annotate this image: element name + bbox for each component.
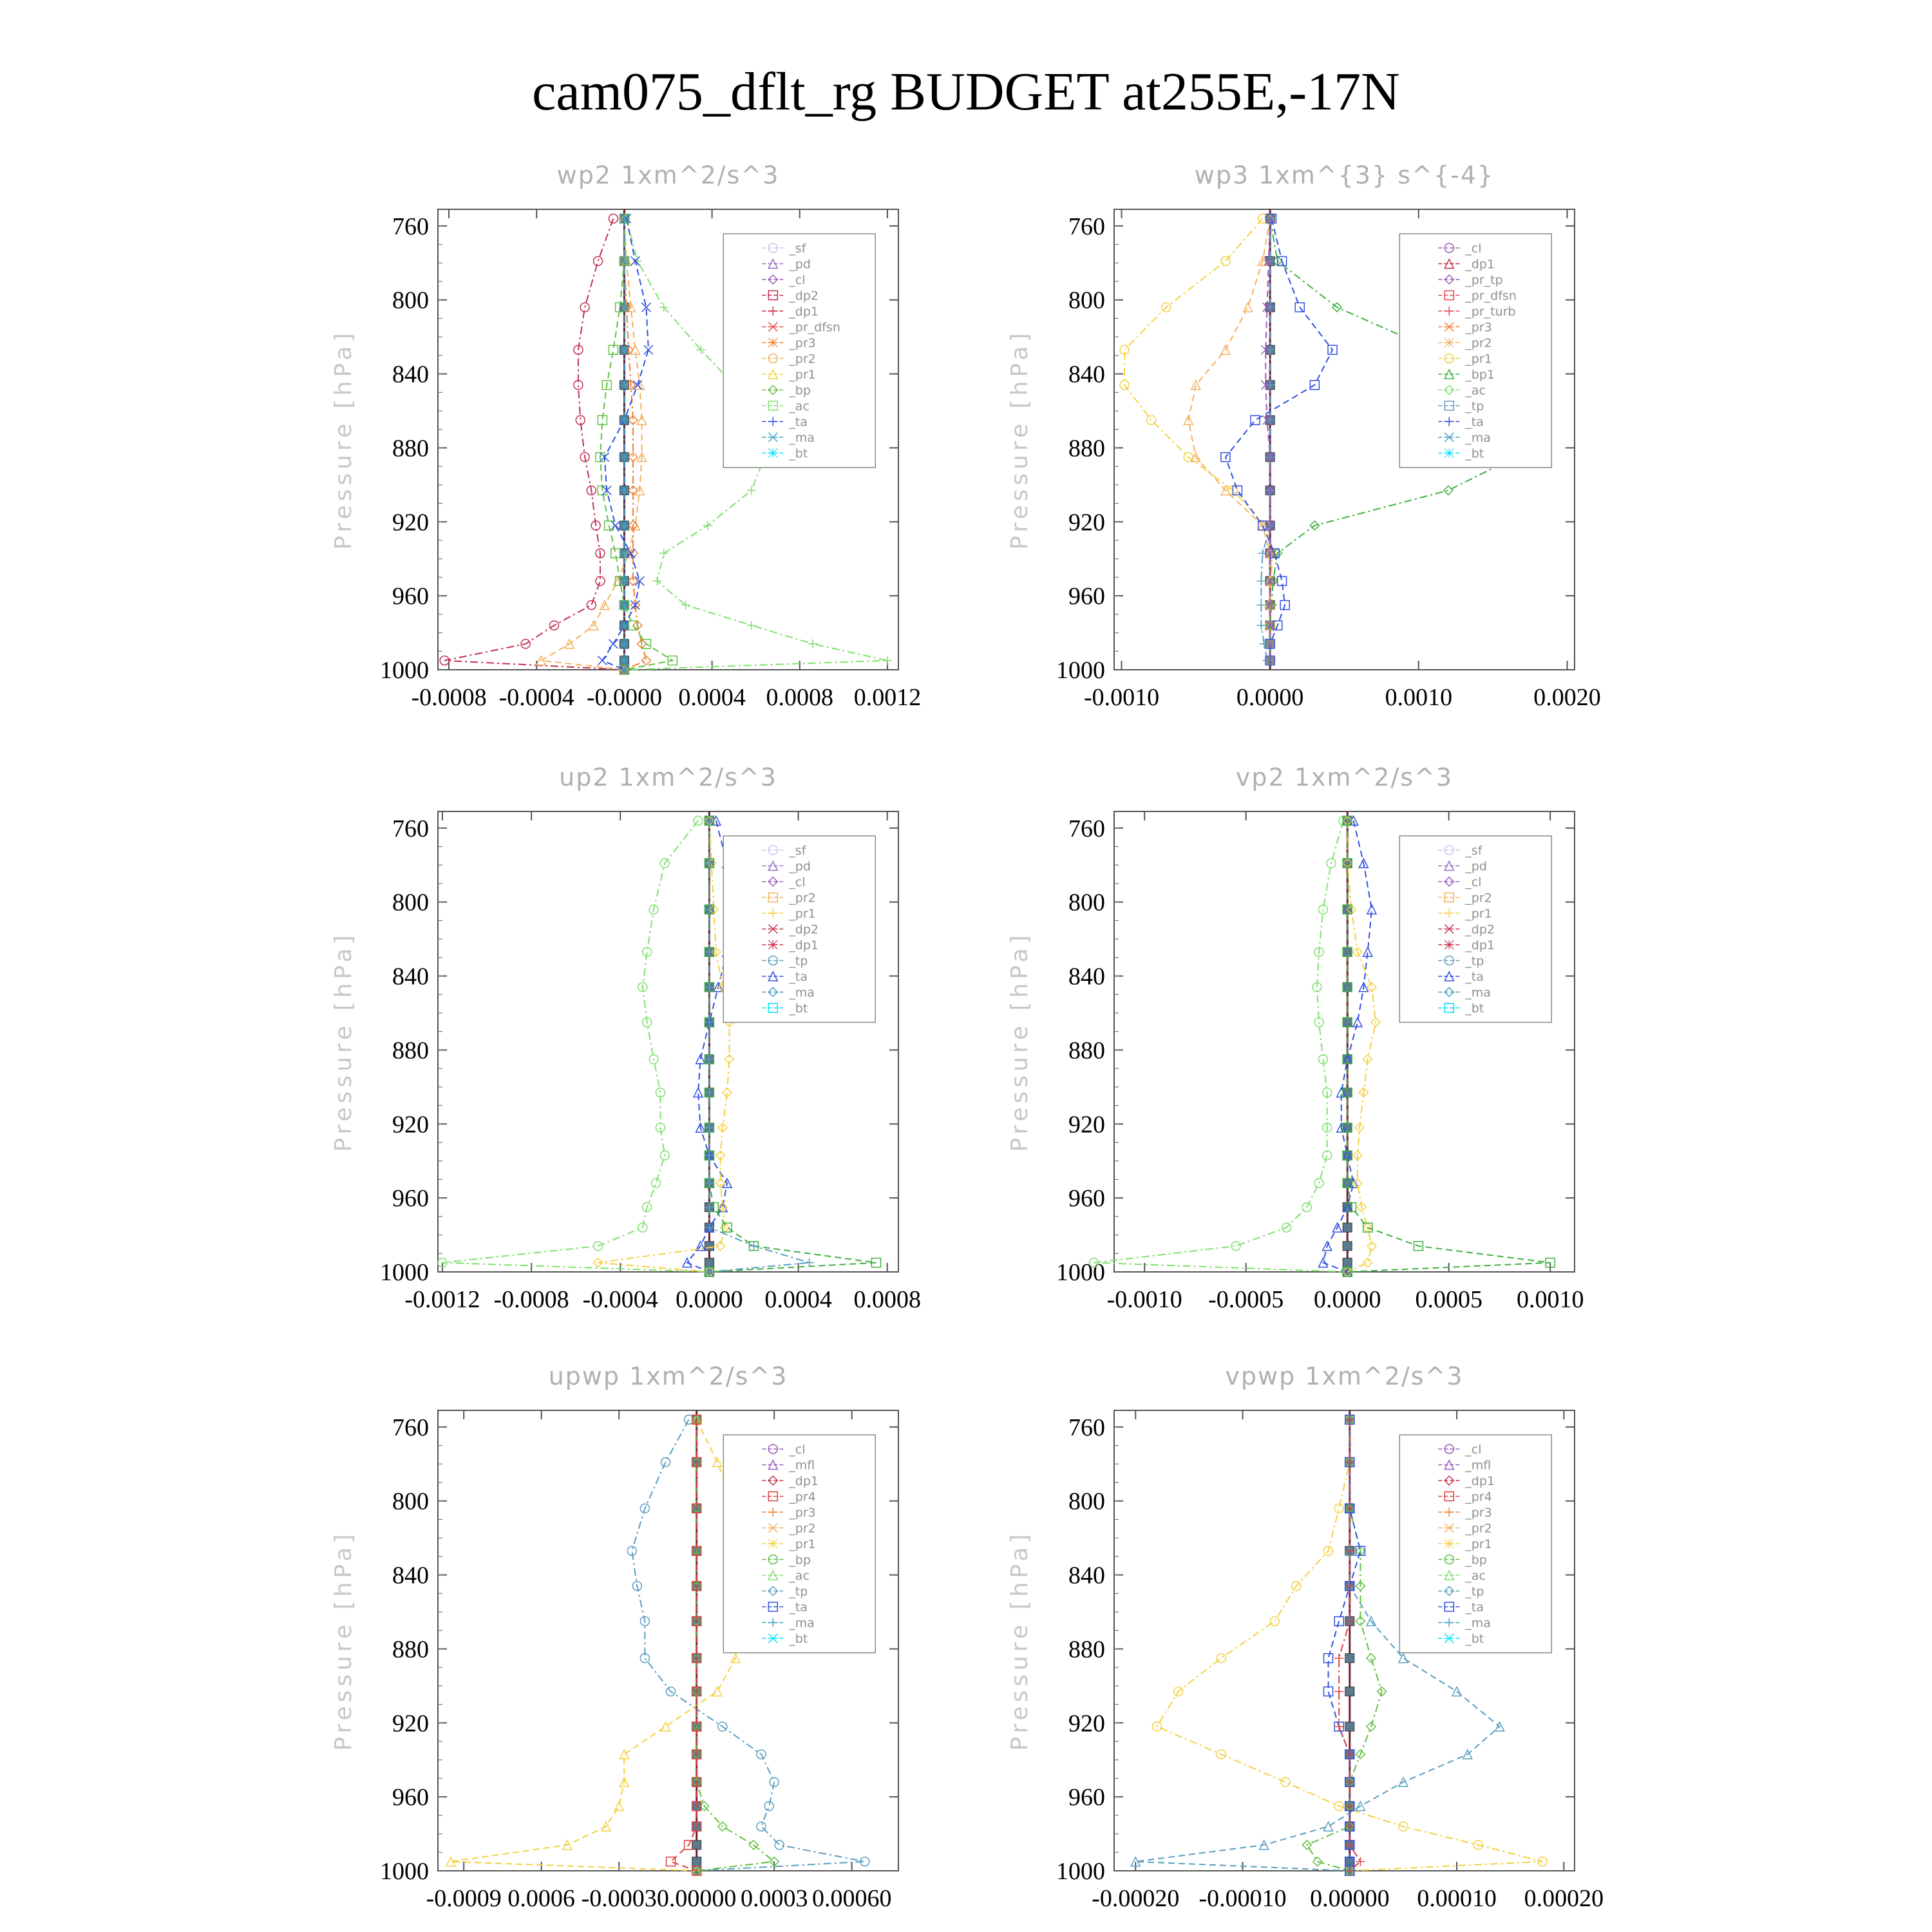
legend-label: _pd bbox=[789, 257, 811, 272]
data-point bbox=[703, 521, 712, 530]
legend-label: _ta bbox=[1465, 1600, 1484, 1615]
y-tick-label: 800 bbox=[1068, 1488, 1105, 1515]
y-tick-label: 1000 bbox=[1056, 1858, 1105, 1885]
x-tick-label: -0.00010 bbox=[1198, 1885, 1287, 1912]
legend-label: _dp1 bbox=[789, 938, 819, 952]
y-tick-label: 920 bbox=[392, 1111, 429, 1139]
data-point bbox=[1334, 1722, 1343, 1731]
legend-label: _ta bbox=[789, 970, 808, 984]
x-tick-label: 0.0006 bbox=[507, 1885, 575, 1912]
data-point bbox=[764, 1801, 773, 1810]
legend-label: _pr3 bbox=[1465, 320, 1492, 335]
series-cl bbox=[1261, 214, 1274, 665]
legend-marker bbox=[1444, 449, 1454, 458]
data-point bbox=[808, 639, 817, 649]
data-point bbox=[644, 345, 653, 354]
data-point bbox=[1256, 600, 1265, 609]
legend-label: _ac bbox=[789, 1569, 810, 1583]
y-axis-label: Pressure [hPa] bbox=[330, 931, 357, 1152]
data-point bbox=[696, 1055, 705, 1064]
data-point bbox=[620, 214, 629, 223]
x-tick-label: -0.0003 bbox=[581, 1885, 657, 1912]
series-line bbox=[1094, 820, 1348, 1272]
legend-label: _ac bbox=[1465, 383, 1486, 398]
y-tick-label: 800 bbox=[1068, 287, 1105, 314]
data-point bbox=[620, 486, 629, 495]
x-tick-label: 0.0003 bbox=[740, 1885, 808, 1912]
legend-label: _bp1 bbox=[1465, 368, 1495, 382]
data-point bbox=[620, 303, 629, 312]
panel-title: wp2 1xm^2/s^3 bbox=[556, 161, 780, 189]
x-tick-label: -0.0004 bbox=[582, 1286, 658, 1313]
x-tick-label: -0.0004 bbox=[498, 684, 574, 711]
x-tick-label: -0.0012 bbox=[404, 1286, 480, 1313]
legend-label: _pr1 bbox=[1465, 352, 1492, 366]
y-tick-label: 1000 bbox=[1056, 657, 1105, 684]
legend-label: _bp bbox=[1465, 1553, 1487, 1567]
data-point bbox=[611, 521, 620, 530]
data-point bbox=[614, 1801, 623, 1810]
data-point bbox=[620, 256, 629, 265]
series-ac bbox=[438, 816, 714, 1276]
data-point bbox=[1147, 415, 1156, 424]
legend-label: _ta bbox=[1465, 970, 1484, 984]
y-tick-label: 760 bbox=[392, 213, 429, 240]
series-line bbox=[444, 218, 624, 670]
legend-label: _dp1 bbox=[789, 1474, 819, 1488]
chart-panel bbox=[1007, 161, 1601, 711]
legend-label: _pr3 bbox=[789, 1506, 816, 1520]
chart-panel bbox=[330, 1362, 898, 1912]
data-point bbox=[620, 621, 629, 630]
y-tick-label: 840 bbox=[1068, 963, 1105, 990]
legend-label: _pr1 bbox=[789, 1537, 816, 1551]
legend-label: _pd bbox=[1465, 859, 1487, 874]
bt-marker bbox=[1343, 1242, 1352, 1251]
legend-label: _pr_turb bbox=[1465, 305, 1516, 319]
legend-marker bbox=[768, 940, 777, 949]
data-point bbox=[620, 345, 629, 354]
legend-label: _bt bbox=[1465, 446, 1484, 461]
x-tick-label: 0.00020 bbox=[1524, 1885, 1604, 1912]
legend bbox=[1399, 234, 1551, 468]
y-tick-label: 880 bbox=[392, 1037, 429, 1065]
legend-label: _tp bbox=[1465, 954, 1484, 969]
x-tick-label: 0.0000 bbox=[676, 1286, 743, 1313]
legend-label: _pr2 bbox=[1465, 1521, 1492, 1536]
legend-label: _mfl bbox=[1465, 1458, 1492, 1473]
data-point bbox=[1444, 486, 1453, 495]
legend-label: _pr2 bbox=[789, 891, 816, 905]
legend-label: _pr2 bbox=[1465, 891, 1492, 905]
legend-label: _pr2 bbox=[1465, 336, 1492, 350]
series-pr2 bbox=[1184, 214, 1274, 665]
legend-label: _bt bbox=[789, 446, 808, 461]
panels-container bbox=[330, 161, 1604, 1912]
data-point bbox=[1281, 1777, 1290, 1786]
data-point bbox=[747, 621, 756, 630]
legend-label: _cl bbox=[789, 273, 806, 287]
series-ma bbox=[620, 214, 629, 674]
legend-label: _tp bbox=[1465, 399, 1484, 413]
x-tick-label: 0.0010 bbox=[1385, 684, 1453, 711]
x-tick-label: -0.0010 bbox=[1083, 684, 1160, 711]
legend-label: _cl bbox=[1465, 1443, 1482, 1457]
x-tick-label: 0.00060 bbox=[811, 1885, 892, 1912]
legend bbox=[723, 234, 875, 468]
x-tick-label: -0.0008 bbox=[411, 684, 487, 711]
bt-marker bbox=[1343, 1258, 1352, 1267]
y-tick-label: 840 bbox=[392, 1562, 429, 1589]
x-tick-label: 0.0000 bbox=[1313, 1286, 1381, 1313]
legend-label: _pr_tp bbox=[1465, 273, 1503, 287]
data-point bbox=[620, 576, 629, 585]
legend-label: _pr2 bbox=[789, 352, 816, 366]
data-point bbox=[1367, 1242, 1376, 1251]
legend-marker bbox=[1444, 1539, 1454, 1548]
y-tick-label: 920 bbox=[1068, 1710, 1105, 1738]
data-point bbox=[1244, 303, 1253, 312]
y-tick-label: 760 bbox=[392, 1414, 429, 1441]
y-tick-label: 800 bbox=[392, 287, 429, 314]
data-point bbox=[633, 256, 642, 265]
legend-label: _cl bbox=[1465, 242, 1482, 256]
x-tick-label: 0.0004 bbox=[764, 1286, 832, 1313]
y-tick-label: 1000 bbox=[380, 1858, 429, 1885]
legend bbox=[723, 1435, 875, 1653]
chart-panel bbox=[1007, 763, 1584, 1313]
legend-label: _mfl bbox=[789, 1458, 815, 1473]
series-line bbox=[442, 820, 709, 1272]
x-tick-label: -0.0009 bbox=[426, 1885, 502, 1912]
legend-label: _sf bbox=[1465, 844, 1482, 858]
data-point bbox=[620, 665, 629, 674]
legend-label: _pr3 bbox=[1465, 1506, 1492, 1520]
y-tick-label: 960 bbox=[392, 583, 429, 611]
data-point bbox=[1334, 1504, 1343, 1513]
series-line bbox=[1226, 218, 1332, 660]
data-point bbox=[1367, 1654, 1376, 1663]
y-tick-label: 960 bbox=[1068, 1185, 1105, 1213]
x-tick-label: 0.0012 bbox=[853, 684, 922, 711]
bt-marker bbox=[692, 1857, 701, 1866]
y-tick-label: 800 bbox=[392, 889, 429, 916]
legend-label: _dp2 bbox=[789, 289, 819, 303]
legend-label: _pr_dfsn bbox=[789, 320, 840, 335]
legend-label: _dp1 bbox=[1465, 938, 1495, 952]
x-tick-label: 0.00000 bbox=[656, 1885, 737, 1912]
legend bbox=[723, 836, 875, 1023]
x-tick-label: -0.0000 bbox=[586, 684, 662, 711]
figure-title: cam075_dflt_rg BUDGET at255E,-17N bbox=[532, 62, 1400, 122]
y-tick-label: 920 bbox=[1068, 509, 1105, 536]
legend-label: _dp2 bbox=[789, 922, 819, 937]
y-axis-label: Pressure [hPa] bbox=[1007, 931, 1033, 1152]
data-point bbox=[1324, 1822, 1333, 1831]
data-point bbox=[1363, 1258, 1372, 1267]
legend-label: _pr4 bbox=[789, 1490, 816, 1504]
chart-panel bbox=[330, 763, 921, 1313]
legend-label: _tp bbox=[789, 1584, 808, 1599]
bt-marker bbox=[1345, 1654, 1354, 1663]
legend-label: _cl bbox=[789, 1443, 806, 1457]
y-tick-label: 960 bbox=[1068, 1784, 1105, 1812]
bt-marker bbox=[705, 1242, 714, 1251]
legend-label: _pr_dfsn bbox=[1465, 289, 1517, 303]
data-point bbox=[620, 521, 629, 530]
x-tick-label: 0.0008 bbox=[853, 1286, 921, 1313]
data-point bbox=[641, 656, 650, 665]
x-tick-label: 0.0020 bbox=[1533, 684, 1601, 711]
legend-label: _bp bbox=[789, 1553, 811, 1567]
x-tick-label: -0.00020 bbox=[1092, 1885, 1180, 1912]
legend-label: _dp2 bbox=[1465, 922, 1495, 937]
legend-label: _bt bbox=[789, 1632, 808, 1646]
data-point bbox=[652, 576, 661, 585]
series-ac bbox=[1090, 816, 1352, 1276]
panel-title: up2 1xm^2/s^3 bbox=[559, 763, 777, 791]
y-tick-label: 760 bbox=[392, 815, 429, 842]
data-point bbox=[620, 453, 629, 462]
y-tick-label: 920 bbox=[392, 509, 429, 536]
data-point bbox=[620, 1750, 629, 1759]
y-axis-label: Pressure [hPa] bbox=[1007, 329, 1033, 550]
legend-label: _bp bbox=[789, 383, 811, 398]
legend-label: _pr2 bbox=[789, 1521, 816, 1536]
y-tick-label: 960 bbox=[392, 1185, 429, 1213]
legend-label: _dp1 bbox=[1465, 1474, 1495, 1488]
legend-label: _pr1 bbox=[789, 368, 816, 382]
data-point bbox=[620, 600, 629, 609]
y-axis-label: Pressure [hPa] bbox=[330, 329, 357, 550]
y-tick-label: 960 bbox=[1068, 583, 1105, 611]
legend-label: _ac bbox=[789, 399, 810, 413]
legend-marker bbox=[768, 449, 777, 458]
legend-label: _pr3 bbox=[789, 336, 816, 350]
legend-label: _ma bbox=[1465, 431, 1491, 445]
legend-label: _ma bbox=[789, 1616, 815, 1631]
legend-label: _bt bbox=[789, 1001, 808, 1016]
y-tick-label: 880 bbox=[1068, 435, 1105, 462]
legend-label: _dp1 bbox=[1465, 257, 1495, 272]
legend-label: _ta bbox=[789, 415, 808, 430]
y-tick-label: 1000 bbox=[380, 1259, 429, 1286]
y-tick-label: 960 bbox=[392, 1784, 429, 1812]
bt-marker bbox=[1345, 1687, 1354, 1696]
legend-label: _bt bbox=[1465, 1632, 1484, 1646]
y-tick-label: 880 bbox=[1068, 1636, 1105, 1663]
legend-label: _pr1 bbox=[789, 907, 816, 921]
data-point bbox=[757, 1822, 766, 1831]
data-point bbox=[749, 1242, 758, 1251]
data-point bbox=[609, 639, 618, 649]
y-tick-label: 760 bbox=[1068, 1414, 1105, 1441]
data-point bbox=[620, 381, 629, 390]
x-tick-label: 0.0004 bbox=[678, 684, 746, 711]
legend-label: _bt bbox=[1465, 1001, 1484, 1016]
data-point bbox=[587, 600, 596, 609]
y-tick-label: 880 bbox=[392, 435, 429, 462]
data-point bbox=[1334, 1654, 1343, 1663]
legend-label: _ma bbox=[1465, 985, 1491, 1000]
chart-panel bbox=[330, 161, 921, 711]
series-tp bbox=[1256, 214, 1274, 665]
x-tick-label: 0.00000 bbox=[1310, 1885, 1390, 1912]
legend-marker bbox=[768, 1539, 777, 1548]
series-bp bbox=[596, 214, 677, 674]
x-tick-label: 0.00010 bbox=[1417, 1885, 1497, 1912]
y-tick-label: 880 bbox=[1068, 1037, 1105, 1065]
data-point bbox=[1324, 1687, 1333, 1696]
legend-label: _pd bbox=[789, 859, 811, 874]
data-point bbox=[713, 1687, 722, 1696]
data-point bbox=[1217, 1654, 1226, 1663]
legend bbox=[1399, 836, 1551, 1023]
data-point bbox=[620, 639, 629, 649]
legend-marker bbox=[1444, 338, 1454, 347]
y-tick-label: 1000 bbox=[380, 657, 429, 684]
y-axis-label: Pressure [hPa] bbox=[1007, 1530, 1033, 1751]
legend-marker bbox=[768, 338, 777, 347]
legend-label: _ma bbox=[1465, 1616, 1491, 1631]
y-tick-label: 760 bbox=[1068, 213, 1105, 240]
y-tick-label: 840 bbox=[392, 963, 429, 990]
y-tick-label: 800 bbox=[1068, 889, 1105, 916]
legend-marker bbox=[1444, 940, 1454, 949]
chart-panel bbox=[1007, 1362, 1604, 1912]
legend-label: _dp1 bbox=[789, 305, 819, 319]
y-tick-label: 840 bbox=[1068, 1562, 1105, 1589]
x-tick-label: 0.0008 bbox=[766, 684, 834, 711]
data-point bbox=[661, 1722, 670, 1731]
data-point bbox=[1334, 1687, 1343, 1696]
series-line bbox=[1124, 218, 1271, 660]
data-point bbox=[1256, 576, 1265, 585]
panel-title: upwp 1xm^2/s^3 bbox=[548, 1362, 788, 1390]
panel-title: vp2 1xm^2/s^3 bbox=[1235, 763, 1454, 791]
legend-label: _ta bbox=[789, 1600, 808, 1615]
legend-label: _sf bbox=[789, 242, 806, 256]
y-tick-label: 1000 bbox=[1056, 1259, 1105, 1286]
panel-title: wp3 1xm^{3} s^{-4} bbox=[1194, 161, 1495, 189]
series-pr1 bbox=[1120, 214, 1276, 665]
x-tick-label: -0.0005 bbox=[1208, 1286, 1284, 1313]
legend-label: _ma bbox=[789, 431, 815, 445]
data-point bbox=[659, 549, 668, 558]
legend-label: _pr4 bbox=[1465, 1490, 1492, 1504]
legend-label: _sf bbox=[789, 844, 806, 858]
series-line bbox=[1188, 218, 1270, 660]
bt-marker bbox=[1343, 1223, 1352, 1232]
panel-title: vpwp 1xm^2/s^3 bbox=[1225, 1362, 1464, 1390]
legend-label: _tp bbox=[789, 954, 808, 969]
y-tick-label: 920 bbox=[1068, 1111, 1105, 1139]
x-tick-label: 0.0000 bbox=[1236, 684, 1304, 711]
y-tick-label: 840 bbox=[392, 361, 429, 388]
legend-label: _tp bbox=[1465, 1584, 1484, 1599]
series-ta bbox=[1221, 214, 1337, 665]
y-tick-label: 920 bbox=[392, 1710, 429, 1738]
x-tick-label: -0.0008 bbox=[493, 1286, 569, 1313]
legend-label: _ma bbox=[789, 985, 815, 1000]
y-tick-label: 880 bbox=[392, 1636, 429, 1663]
data-point bbox=[883, 656, 892, 665]
data-point bbox=[620, 656, 629, 665]
data-point bbox=[1270, 1616, 1279, 1625]
y-tick-label: 840 bbox=[1068, 361, 1105, 388]
data-point bbox=[633, 381, 642, 390]
legend-label: _pr1 bbox=[1465, 1537, 1492, 1551]
legend-label: _ac bbox=[1465, 1569, 1486, 1583]
legend bbox=[1399, 1435, 1551, 1653]
legend-label: _cl bbox=[789, 875, 806, 889]
data-point bbox=[1256, 621, 1265, 630]
y-tick-label: 800 bbox=[392, 1488, 429, 1515]
legend-label: _pr1 bbox=[1465, 907, 1492, 921]
x-tick-label: 0.0010 bbox=[1516, 1286, 1584, 1313]
data-point bbox=[620, 549, 629, 558]
x-tick-label: 0.0005 bbox=[1415, 1286, 1482, 1313]
data-point bbox=[1221, 256, 1230, 265]
x-tick-label: -0.0010 bbox=[1106, 1286, 1182, 1313]
bt-marker bbox=[1345, 1722, 1354, 1731]
data-point bbox=[598, 656, 607, 665]
data-point bbox=[620, 415, 629, 424]
bt-marker bbox=[705, 1258, 714, 1267]
data-point bbox=[652, 1179, 661, 1188]
data-point bbox=[594, 256, 603, 265]
legend-label: _ta bbox=[1465, 415, 1484, 430]
y-tick-label: 760 bbox=[1068, 815, 1105, 842]
legend-label: _cl bbox=[1465, 875, 1482, 889]
y-axis-label: Pressure [hPa] bbox=[330, 1530, 357, 1751]
